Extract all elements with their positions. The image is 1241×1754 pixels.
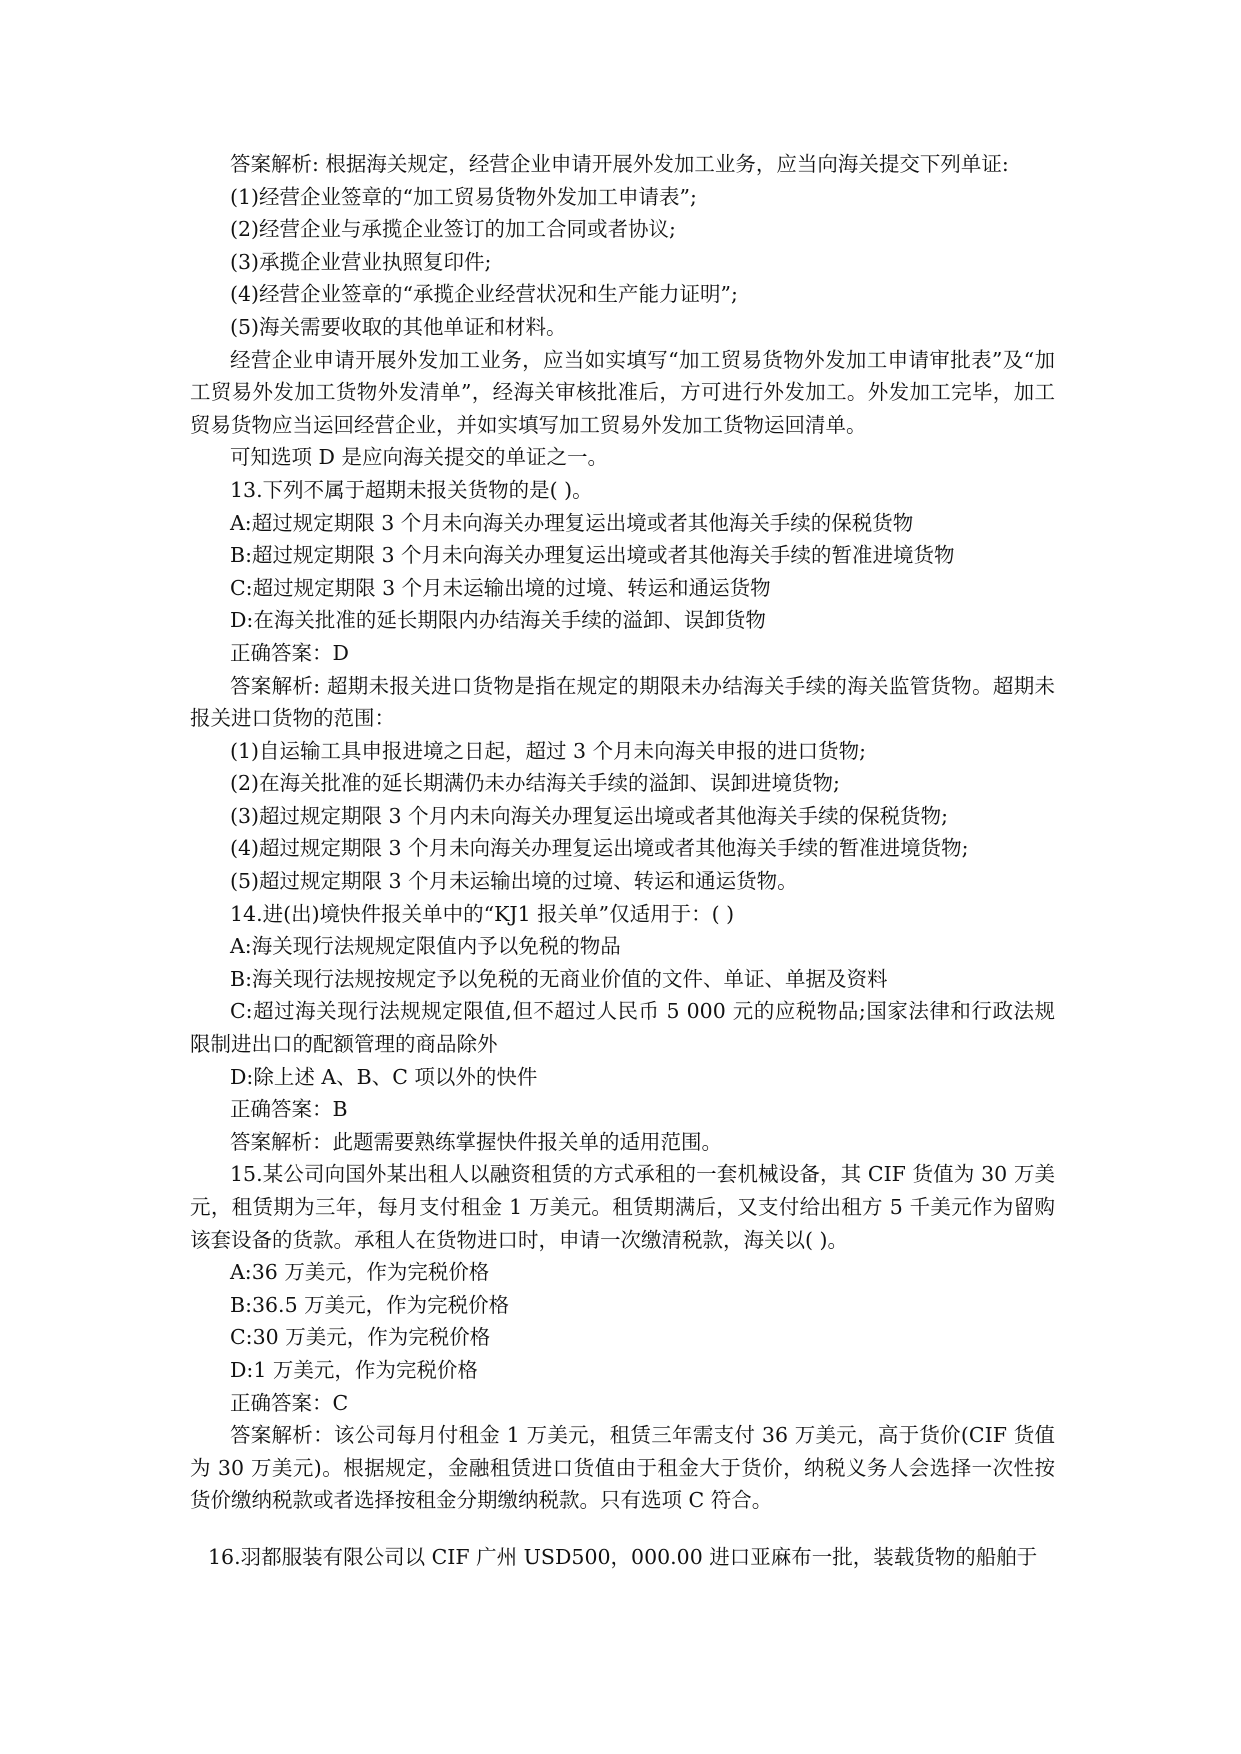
paragraph: D:除上述 A、B、C 项以外的快件	[230, 1064, 538, 1089]
paragraph: (1)经营企业签章的“加工贸易货物外发加工申请表”;	[230, 184, 697, 209]
paragraph: (4)超过规定期限 3 个月未向海关办理复运出境或者其他海关手续的暂准进境货物;	[230, 836, 969, 861]
paragraph: 13.下列不属于超期未报关货物的是( )。	[230, 477, 593, 502]
paragraph: 答案解析: 超期未报关进口货物是指在规定的期限未办结海关手续的海关监管货物。超期未报关进口货物的范围：	[190, 673, 1055, 731]
paragraph: (5)海关需要收取的其他单证和材料。	[230, 314, 567, 339]
paragraph: D:1 万美元，作为完税价格	[230, 1357, 478, 1382]
paragraph: 14.进(出)境快件报关单中的“KJ1 报关单”仅适用于：( )	[230, 901, 735, 926]
paragraph: (3)超过规定期限 3 个月内未向海关办理复运出境或者其他海关手续的保税货物;	[230, 803, 949, 828]
paragraph: 答案解析：该公司每月付租金 1 万美元，租赁三年需支付 36 万美元，高于货价(CIF 货值为 30 万美元)。根据规定，金融租赁进口货值由于租金大于货价，纳税义务人会选择一次性按货价缴纳税款或者选择按租金分期缴纳税款。只有选项 C 符合。	[190, 1423, 1055, 1513]
paragraph: B:海关现行法规按规定予以免税的无商业价值的文件、单证、单据及资料	[230, 966, 888, 991]
paragraph: (3)承揽企业营业执照复印件;	[230, 249, 492, 274]
paragraph: A:36 万美元，作为完税价格	[230, 1260, 490, 1285]
paragraph: 答案解析：此题需要熟练掌握快件报关单的适用范围。	[230, 1129, 722, 1154]
paragraph: 经营企业申请开展外发加工业务，应当如实填写“加工贸易货物外发加工申请审批表”及“加工贸易外发加工货物外发清单”，经海关审核批准后，方可进行外发加工。外发加工完毕，加工贸易货物应当运回经营企业，并如实填写加工贸易外发加工货物运回清单。	[190, 347, 1055, 437]
paragraph: 正确答案：D	[230, 640, 349, 665]
paragraph-question-16: 16.羽都服装有限公司以 CIF 广州 USD500，000.00 进口亚麻布一批，装载货物的船舶于	[208, 1544, 1038, 1569]
paragraph: D:在海关批准的延长期限内办结海关手续的溢卸、误卸货物	[230, 608, 766, 633]
paragraph: 正确答案：B	[230, 1097, 348, 1122]
paragraph: (5)超过规定期限 3 个月未运输出境的过境、转运和通运货物。	[230, 869, 798, 894]
paragraph: 15.某公司向国外某出租人以融资租赁的方式承租的一套机械设备，其 CIF 货值为 30 万美元，租赁期为三年，每月支付租金 1 万美元。租赁期满后，又支付给出租方 5 千美元作为留购该套设备的货款。承租人在货物进口时，申请一次缴清税款，海关以( )。	[190, 1162, 1055, 1252]
paragraph: 正确答案：C	[230, 1390, 349, 1415]
paragraph: (2)在海关批准的延长期满仍未办结海关手续的溢卸、误卸进境货物;	[230, 771, 840, 796]
paragraph: (1)自运输工具申报进境之日起，超过 3 个月未向海关申报的进口货物;	[230, 738, 867, 763]
paragraph: A:超过规定期限 3 个月未向海关办理复运出境或者其他海关手续的保税货物	[230, 510, 914, 535]
paragraph: A:海关现行法规规定限值内予以免税的物品	[230, 934, 621, 959]
paragraph: B:36.5 万美元，作为完税价格	[230, 1292, 510, 1317]
paragraph: (4)经营企业签章的“承揽企业经营状况和生产能力证明”;	[230, 282, 738, 307]
paragraph: C:30 万美元，作为完税价格	[230, 1325, 491, 1350]
paragraph: C:超过海关现行法规规定限值,但不超过人民币 5 000 元的应税物品;国家法律和行政法规限制进出口的配额管理的商品除外	[190, 999, 1055, 1057]
document-body	[190, 148, 1055, 1574]
paragraph: C:超过规定期限 3 个月未运输出境的过境、转运和通运货物	[230, 575, 771, 600]
paragraph: 答案解析: 根据海关规定，经营企业申请开展外发加工业务，应当向海关提交下列单证:	[230, 152, 1009, 176]
paragraph: B:超过规定期限 3 个月未向海关办理复运出境或者其他海关手续的暂准进境货物	[230, 543, 955, 568]
paragraph: (2)经营企业与承揽企业签订的加工合同或者协议;	[230, 217, 676, 242]
paragraph: 可知选项 D 是应向海关提交的单证之一。	[230, 445, 608, 470]
